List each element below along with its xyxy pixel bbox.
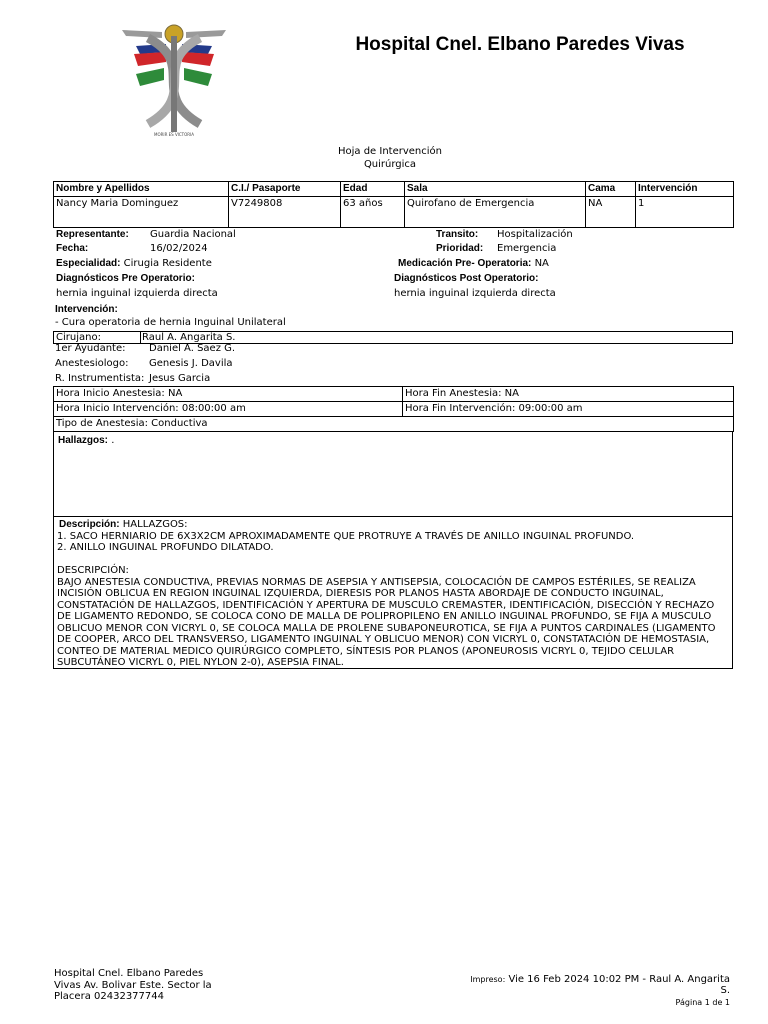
prioridad-value: Emergencia [497,243,557,254]
footer-address: Hospital Cnel. Elbano Paredes Vivas Av. Bolivar Este. Sector la Placera 02432377744 [54,968,212,1002]
medicacion-value: NA [534,258,549,269]
hospital-title: Hospital Cnel. Elbano Paredes Vivas [355,34,685,55]
cell-nombre: Nancy Maria Dominguez [54,197,229,228]
medicacion-row [398,257,549,270]
hallazgos-box [53,431,733,517]
header-sala: Sala [405,182,586,197]
cell-cama: NA [586,197,636,228]
table-row [54,387,734,402]
hora-inicio-intervencion: Hora Inicio Intervención: 08:00:00 am [54,402,403,417]
form-title-line2: Quirúrgica [363,159,417,170]
cell-intervencion: 1 [636,197,734,228]
prioridad-label [436,242,483,255]
hora-fin-intervencion: Hora Fin Intervención: 09:00:00 am [403,402,734,417]
descripcion-box [53,516,733,669]
prioridad-label-text: Prioridad: [436,243,484,254]
diag-post-value: hernia inguinal izquierda directa [394,288,556,299]
cell-sala: Quirofano de Emergencia [405,197,586,228]
representante-label: Representante: [56,229,129,240]
patient-table-header [54,182,734,197]
fecha-label-text: Fecha: [56,243,89,254]
intervencion-label-text: Intervención: [55,304,118,315]
diag-post-label-text: Diagnósticos Post Operatorio: [394,273,539,284]
descripcion-header [57,519,729,531]
footer-print-info [470,974,730,1008]
cirujano-label: Cirujano: [54,332,141,343]
descripcion-body: 1. SACO HERNIARIO DE 6X3X2CM APROXIMADAMENTE QUE PROTRUYE A TRAVÉS DE ANILLO INGUINAL PROFUNDO. 2. ANILLO INGUINAL PROFUNDO DILATADO. DESCRIPCIÓN: BAJO ANESTESIA CONDUCTIVA, PREVIAS NORMAS DE ASEPSIA Y ANTISEPSIA, COLOCACIÓN DE CAMPOS ESTÉRILES, SE REALIZA INCISIÓN OBLICUA EN REGION INGUINAL IZQUIERDA, DIERESIS POR PLANOS HASTA ABORDAJE DE CONDUCTO INGUINAL, CONSTATACIÓN DE HALLAZGOS, IDENTIFICACIÓN Y APERTURA DE MUSCULO CREMASTER, IDENTIFICACIÓN, DISECCIÓN Y RECHAZO DE LIGAMENTO REDONDO, SE COLOCA CONO DE MALLA DE POLIPROPILENO EN ANILLO INGUINAL PROFUNDO, SE FIJA A MUSCULO OBLICUO MENOR CON VICRYL 0, SE COLOCA MALLA DE PROLENE SUBAPONEUROTICA, SE FIJA A PUNTOS CARDINALES (LIGAMENTO DE COOPER, ARCO DEL TRANSVERSO, LIGAMENTO INGUINAL Y OBLICUO MENOR) CON VICRYL 0, CONSTATACIÓN DE HEMOSTASIA, CONTEO DE MATERIAL MEDICO QUIRÚRGICO COMPLETO, SÍNTESIS POR PLANOS (APONEUROSIS VICRYL 0, TEJIDO CELULAR SUBCUTÁNEO VICRYL 0, PIEL NYLON 2-0), ASEPSIA FINAL. [57,530,716,668]
impreso-line [470,974,730,996]
transito-label-text: Transito: [436,229,479,240]
hospital-logo [118,14,230,140]
descripcion-label: Descripción: [59,519,120,530]
cell-edad: 63 años [341,197,405,228]
logo-motto: MORIR ES VICTORIA [154,132,194,137]
ayudante-value: Daniel A. Saez G. [149,343,236,354]
fecha-label [56,242,88,255]
page-number: Página 1 de 1 [675,998,730,1007]
header-nombre: Nombre y Apellidos [54,182,229,197]
intervencion-value: - Cura operatoria de hernia Inguinal Unilateral [55,317,286,328]
header-intervencion: Intervención [636,182,734,197]
fecha-value: 16/02/2024 [150,243,208,254]
anestesiologo-value: Genesis J. Davila [149,358,233,369]
tipo-anestesia: Tipo de Anestesia: Conductiva [54,417,734,432]
transito-label [436,228,478,241]
table-row [54,417,734,432]
hospital-crest-icon [118,14,230,140]
instrumentista-label: R. Instrumentista: [55,373,145,384]
representante-row [56,228,129,241]
patient-table [53,181,734,228]
intervencion-label [55,303,118,316]
diag-pre-value: hernia inguinal izquierda directa [56,288,218,299]
representante-value: Guardia Nacional [150,229,236,240]
especialidad-label: Especialidad: [56,258,121,269]
instrumentista-value: Jesus Garcia [149,373,211,384]
hora-fin-anestesia: Hora Fin Anestesia: NA [403,387,734,402]
impreso-label: Impreso: [470,975,506,984]
impreso-value: Vie 16 Feb 2024 10:02 PM - Raul A. Angarita S. [508,974,730,996]
header-edad: Edad [341,182,405,197]
anestesiologo-label: Anestesiologo: [55,358,129,369]
hallazgos-label: Hallazgos: [58,435,109,446]
transito-value: Hospitalización [497,229,573,240]
hora-inicio-anestesia: Hora Inicio Anestesia: NA [54,387,403,402]
form-title [290,145,490,171]
header-cama: Cama [586,182,636,197]
especialidad-value: Cirugia Residente [123,258,212,269]
cell-ci: V7249808 [229,197,341,228]
hallazgos-value: . [111,435,115,446]
descripcion-first: HALLAZGOS: [122,519,188,530]
ayudante-label: 1er Ayudante: [55,343,126,354]
cirujano-value: Raul A. Angarita S. [142,332,236,343]
medicacion-label: Medicación Pre- Operatoria: [398,258,532,269]
especialidad-row [56,257,212,270]
table-row [54,197,734,228]
diag-pre-label [56,272,195,285]
header-ci: C.I./ Pasaporte [229,182,341,197]
times-table [53,386,734,432]
form-title-line1: Hoja de Intervención [337,146,442,157]
table-row [54,402,734,417]
diag-post-label [394,272,538,285]
diag-pre-label-text: Diagnósticos Pre Operatorio: [56,273,195,284]
